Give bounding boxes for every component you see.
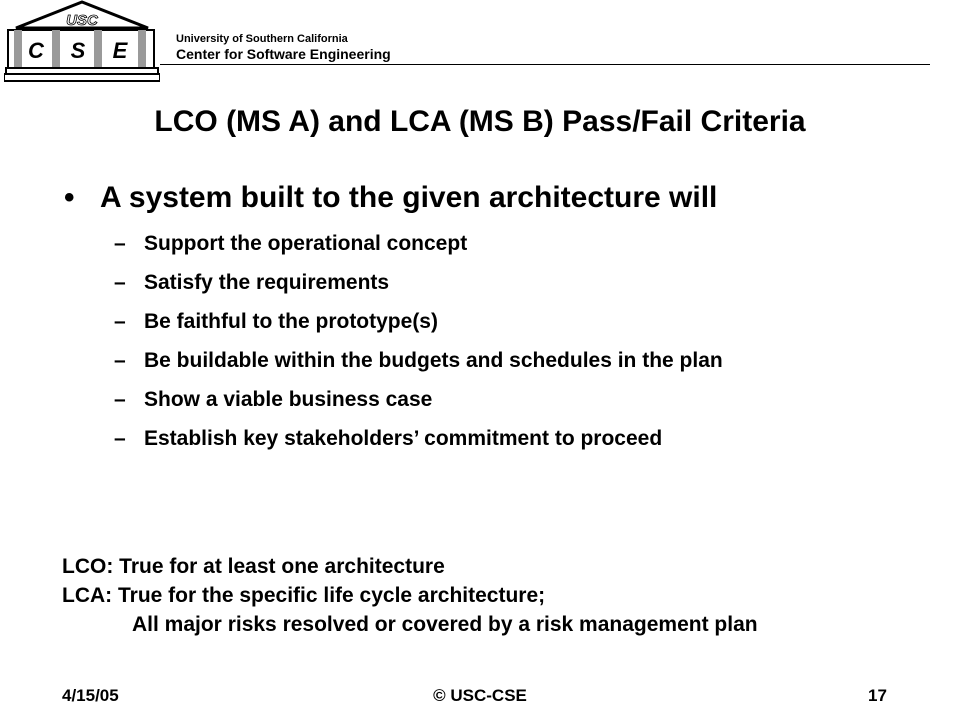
criteria-note: [62, 552, 758, 639]
sub-item-text: Be faithful to the prototype(s): [144, 310, 438, 333]
usc-cse-logo: [4, 0, 160, 86]
slide-title: LCO (MS A) and LCA (MS B) Pass/Fail Criteria: [154, 105, 806, 138]
dash-marker: –: [114, 271, 126, 294]
university-name: University of Southern California: [176, 33, 348, 45]
lco-note: LCO: True for at least one architecture: [62, 555, 445, 578]
bullet-marker: •: [64, 181, 75, 214]
dash-marker: –: [114, 232, 126, 255]
lca-note-continued-text: All major risks resolved or covered by a risk management plan: [132, 613, 758, 636]
lca-note-continued: [62, 610, 758, 639]
logo-letter-s: S: [70, 38, 86, 63]
dash-marker: –: [114, 310, 126, 333]
lca-note: LCA: True for the specific life cycle architecture;: [62, 584, 546, 607]
logo-letter-c: C: [28, 38, 44, 63]
sub-item-text: Satisfy the requirements: [144, 271, 390, 294]
dash-marker: –: [114, 427, 126, 450]
list-item: [114, 268, 723, 307]
dash-marker: –: [114, 388, 126, 411]
main-bullet-text: A system built to the given architecture will: [100, 181, 718, 214]
list-item: [114, 346, 723, 385]
main-bullet: [64, 180, 717, 216]
footer-date: 4/15/05: [62, 686, 119, 705]
header-divider: [160, 64, 930, 65]
page-number: 17: [868, 686, 887, 705]
list-item: [114, 307, 723, 346]
sub-item-text: Establish key stakeholders’ commitment to proceed: [144, 427, 663, 450]
logo-usc-text: USC: [66, 12, 98, 29]
center-name: Center for Software Engineering: [176, 46, 391, 62]
sub-item-text: Show a viable business case: [144, 388, 433, 411]
footer-copyright: © USC-CSE: [433, 686, 527, 705]
sub-bullet-list: [114, 229, 723, 463]
logo-letter-e: E: [112, 38, 128, 63]
sub-item-text: Be buildable within the budgets and schedules in the plan: [144, 349, 723, 372]
list-item: [114, 385, 723, 424]
list-item: [114, 424, 723, 463]
sub-item-text: Support the operational concept: [144, 232, 468, 255]
list-item: [114, 229, 723, 268]
dash-marker: –: [114, 349, 126, 372]
organization-name: [176, 34, 391, 61]
